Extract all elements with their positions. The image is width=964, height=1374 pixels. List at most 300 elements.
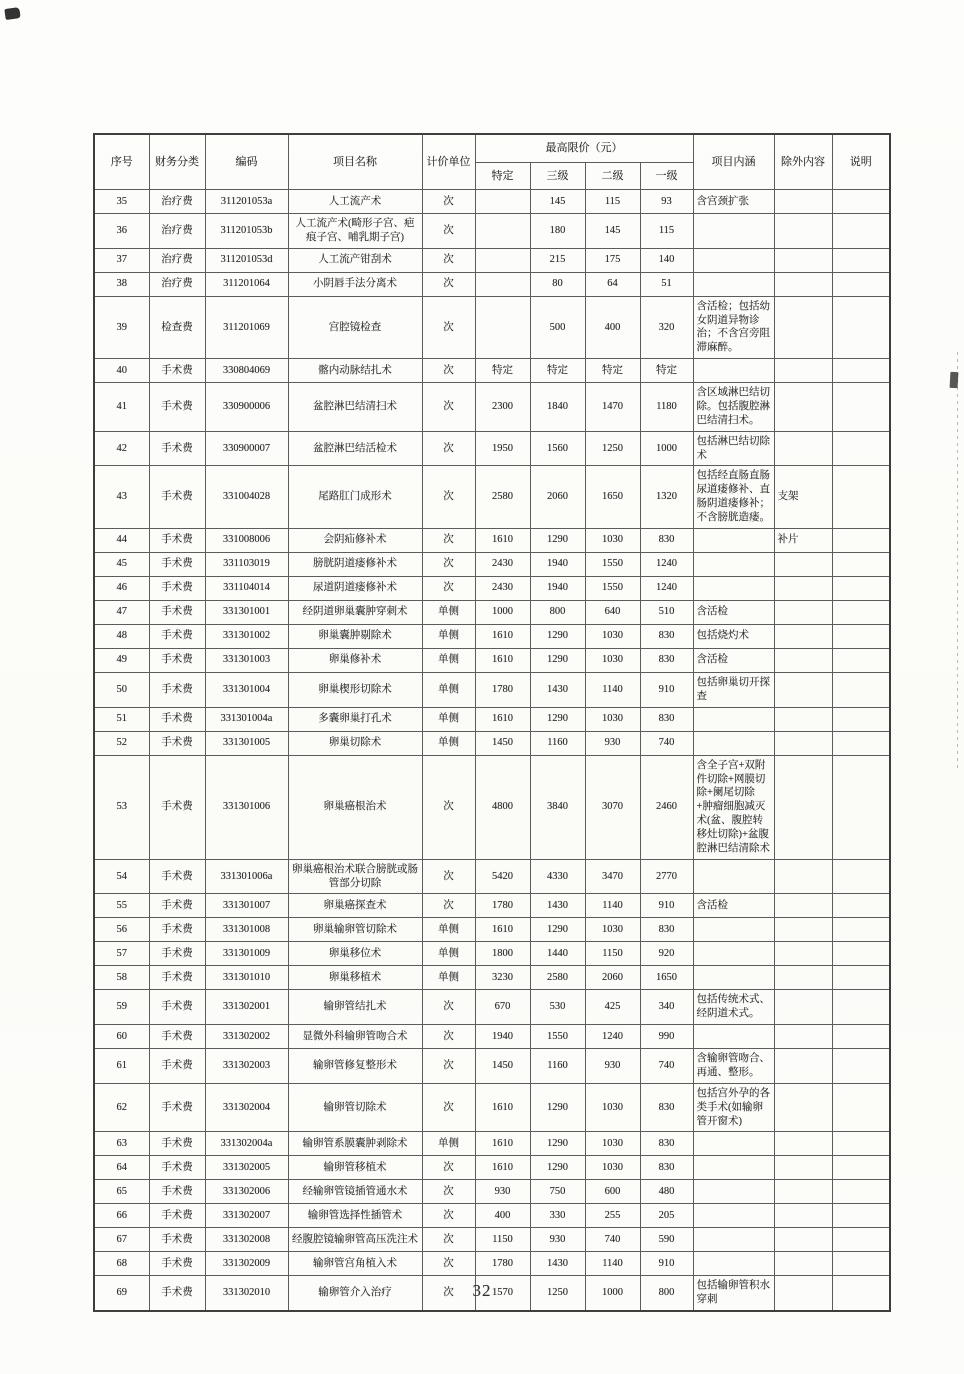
cell-price-special [475,214,530,249]
cell-note [832,1132,890,1156]
cell-code: 331301007 [205,894,288,918]
cell-price-level2: 1250 [585,431,640,466]
cell-exclusion [774,552,832,576]
cell-unit: 次 [422,1252,475,1276]
cell-price-level1: 590 [640,1228,693,1252]
table-row [94,731,890,755]
scan-edge-blot-artifact [950,372,959,388]
cell-note [832,359,890,383]
cell-exclusion [774,431,832,466]
cell-code: 331301003 [205,648,288,672]
cell-unit: 次 [422,359,475,383]
cell-code: 331301008 [205,918,288,942]
cell-seq: 69 [94,1276,149,1311]
cell-price-level1: 205 [640,1204,693,1228]
cell-note [832,859,890,894]
cell-content: 包括传统术式、经阴道术式。 [693,990,774,1025]
cell-seq: 47 [94,600,149,624]
price-table-wrap [93,133,889,1312]
cell-unit: 次 [422,894,475,918]
cell-price-level1: 140 [640,248,693,272]
cell-unit: 次 [422,248,475,272]
cell-price-level3: 1290 [530,624,585,648]
cell-content [693,272,774,296]
cell-price-level3: 1290 [530,1083,585,1132]
cell-exclusion [774,359,832,383]
cell-note [832,672,890,707]
cell-note [832,1180,890,1204]
cell-price-level3: 1560 [530,431,585,466]
cell-price-level1: 910 [640,672,693,707]
cell-name: 显微外科输卵管吻合术 [288,1025,422,1049]
cell-unit: 次 [422,466,475,528]
cell-code: 331301001 [205,600,288,624]
cell-price-level1: 830 [640,528,693,552]
cell-price-level1: 2460 [640,755,693,859]
cell-category: 手术费 [149,648,205,672]
cell-price-level3: 750 [530,1180,585,1204]
cell-note [832,272,890,296]
cell-exclusion [774,383,832,432]
cell-exclusion [774,1180,832,1204]
cell-price-level2: 425 [585,990,640,1025]
cell-exclusion [774,1049,832,1084]
cell-price-level2: 740 [585,1228,640,1252]
cell-price-special: 1610 [475,1156,530,1180]
cell-price-level3: 2580 [530,966,585,990]
cell-seq: 56 [94,918,149,942]
cell-unit: 次 [422,1204,475,1228]
cell-content [693,214,774,249]
cell-price-level2: 400 [585,296,640,358]
cell-unit: 单侧 [422,707,475,731]
cell-price-level2: 3470 [585,859,640,894]
cell-exclusion [774,1132,832,1156]
cell-unit: 次 [422,1083,475,1132]
cell-price-level3: 2060 [530,466,585,528]
cell-category: 手术费 [149,359,205,383]
table-row [94,431,890,466]
cell-price-special: 2430 [475,576,530,600]
cell-unit: 单侧 [422,918,475,942]
cell-exclusion [774,1025,832,1049]
cell-name: 卵巢癌根治术联合膀胱或肠管部分切除 [288,859,422,894]
cell-exclusion [774,990,832,1025]
cell-category: 手术费 [149,966,205,990]
cell-note [832,600,890,624]
table-row [94,359,890,383]
cell-exclusion [774,1228,832,1252]
cell-content [693,1132,774,1156]
cell-price-special: 670 [475,990,530,1025]
cell-unit: 次 [422,431,475,466]
cell-price-level2: 64 [585,272,640,296]
cell-code: 331104014 [205,576,288,600]
cell-note [832,942,890,966]
cell-price-special: 1940 [475,1025,530,1049]
cell-content [693,1204,774,1228]
cell-price-level2: 1150 [585,942,640,966]
cell-code: 331302008 [205,1228,288,1252]
cell-price-level3: 4330 [530,859,585,894]
cell-note [832,431,890,466]
table-row [94,528,890,552]
cell-price-level3: 530 [530,990,585,1025]
cell-code: 331302005 [205,1156,288,1180]
cell-content: 含活检 [693,648,774,672]
cell-unit: 次 [422,296,475,358]
cell-note [832,214,890,249]
cell-content: 包括淋巴结切除术 [693,431,774,466]
cell-category: 手术费 [149,1252,205,1276]
cell-price-level2: 600 [585,1180,640,1204]
cell-price-level2: 115 [585,190,640,214]
page-number: 32 [472,1281,492,1300]
cell-price-level1: 910 [640,894,693,918]
cell-price-special: 3230 [475,966,530,990]
cell-code: 331301005 [205,731,288,755]
cell-price-level1: 740 [640,731,693,755]
cell-name: 人工流产钳刮术 [288,248,422,272]
cell-content [693,359,774,383]
cell-name: 经输卵管镜插管通水术 [288,1180,422,1204]
table-row [94,552,890,576]
cell-note [832,624,890,648]
cell-price-special: 5420 [475,859,530,894]
cell-content: 含活检；包括幼女阴道异物诊治；不含宫旁阻滞麻醉。 [693,296,774,358]
cell-exclusion [774,272,832,296]
cell-price-special: 1450 [475,731,530,755]
cell-unit: 次 [422,1025,475,1049]
cell-price-level1: 830 [640,1132,693,1156]
cell-category: 手术费 [149,466,205,528]
cell-exclusion [774,894,832,918]
cell-content [693,576,774,600]
cell-price-level2: 1030 [585,1132,640,1156]
cell-price-special: 1450 [475,1049,530,1084]
header-content: 项目内涵 [693,134,774,190]
cell-price-level2: 930 [585,1049,640,1084]
cell-code: 311201064 [205,272,288,296]
table-row [94,648,890,672]
cell-price-level1: 1240 [640,552,693,576]
cell-category: 手术费 [149,1025,205,1049]
table-row [94,894,890,918]
cell-unit: 次 [422,859,475,894]
cell-note [832,966,890,990]
cell-price-level3: 215 [530,248,585,272]
cell-price-special: 4800 [475,755,530,859]
cell-code: 331103019 [205,552,288,576]
cell-price-level1: 2770 [640,859,693,894]
cell-name: 卵巢移位术 [288,942,422,966]
header-seq: 序号 [94,134,149,190]
cell-price-level1: 1180 [640,383,693,432]
cell-category: 手术费 [149,894,205,918]
cell-price-level2: 930 [585,731,640,755]
cell-unit: 次 [422,1156,475,1180]
cell-category: 手术费 [149,1156,205,1180]
cell-content [693,1180,774,1204]
cell-name: 输卵管宫角植入术 [288,1252,422,1276]
cell-price-special: 1800 [475,942,530,966]
cell-price-level2: 175 [585,248,640,272]
header-category: 财务分类 [149,134,205,190]
cell-price-level2: 1650 [585,466,640,528]
cell-name: 人工流产术(畸形子宫、疤痕子宫、哺乳期子宫) [288,214,422,249]
cell-name: 输卵管选择性插管术 [288,1204,422,1228]
cell-unit: 次 [422,755,475,859]
cell-price-level1: 830 [640,707,693,731]
table-row [94,1083,890,1132]
cell-price-special: 1780 [475,1252,530,1276]
cell-code: 331302010 [205,1276,288,1311]
cell-price-level1: 115 [640,214,693,249]
cell-category: 检查费 [149,296,205,358]
cell-category: 手术费 [149,624,205,648]
cell-price-level2: 3070 [585,755,640,859]
table-body [94,190,890,1312]
cell-unit: 次 [422,383,475,432]
cell-price-special: 1610 [475,1083,530,1132]
cell-unit: 单侧 [422,672,475,707]
table-row [94,214,890,249]
cell-name: 经腹腔镜输卵管高压洗注术 [288,1228,422,1252]
cell-code: 331301002 [205,624,288,648]
cell-price-level3: 180 [530,214,585,249]
cell-category: 手术费 [149,1276,205,1311]
cell-note [832,383,890,432]
cell-name: 卵巢囊肿剔除术 [288,624,422,648]
cell-category: 手术费 [149,990,205,1025]
cell-exclusion [774,600,832,624]
cell-note [832,1228,890,1252]
cell-name: 卵巢移植术 [288,966,422,990]
cell-price-level3: 1160 [530,1049,585,1084]
cell-category: 治疗费 [149,190,205,214]
cell-content: 含活检 [693,894,774,918]
header-exclusion: 除外内容 [774,134,832,190]
cell-seq: 35 [94,190,149,214]
cell-price-special: 1000 [475,600,530,624]
cell-category: 手术费 [149,383,205,432]
cell-category: 手术费 [149,1049,205,1084]
cell-content: 包括烧灼术 [693,624,774,648]
cell-content: 包括经直肠直肠尿道瘘修补、直肠阴道瘘修补；不含膀胱造瘘。 [693,466,774,528]
cell-exclusion [774,918,832,942]
cell-exclusion [774,672,832,707]
cell-seq: 61 [94,1049,149,1084]
table-row [94,624,890,648]
cell-name: 髂内动脉结扎术 [288,359,422,383]
cell-price-level1: 510 [640,600,693,624]
cell-exclusion [774,1252,832,1276]
cell-seq: 64 [94,1156,149,1180]
table-row [94,966,890,990]
cell-price-level3: 1550 [530,1025,585,1049]
cell-price-level2: 1030 [585,918,640,942]
cell-code: 331302007 [205,1204,288,1228]
cell-exclusion [774,190,832,214]
cell-price-level3: 1840 [530,383,585,432]
cell-code: 331301010 [205,966,288,990]
cell-seq: 58 [94,966,149,990]
cell-seq: 50 [94,672,149,707]
cell-price-special: 1570 [475,1276,530,1311]
cell-price-level1: 1000 [640,431,693,466]
cell-price-level3: 特定 [530,359,585,383]
cell-seq: 48 [94,624,149,648]
cell-seq: 38 [94,272,149,296]
cell-name: 人工流产术 [288,190,422,214]
cell-note [832,1204,890,1228]
cell-code: 331301006a [205,859,288,894]
cell-unit: 次 [422,1276,475,1311]
table-row [94,296,890,358]
cell-price-level2: 1140 [585,672,640,707]
cell-seq: 57 [94,942,149,966]
cell-note [832,648,890,672]
cell-name: 输卵管系膜囊肿剥除术 [288,1132,422,1156]
cell-note [832,1156,890,1180]
cell-seq: 66 [94,1204,149,1228]
header-tier-level3: 三级 [530,162,585,190]
table-row [94,1204,890,1228]
cell-content [693,731,774,755]
cell-note [832,1252,890,1276]
cell-name: 输卵管移植术 [288,1156,422,1180]
cell-price-level1: 1650 [640,966,693,990]
table-row [94,918,890,942]
cell-seq: 44 [94,528,149,552]
cell-price-level2: 特定 [585,359,640,383]
cell-note [832,248,890,272]
cell-content: 含活检 [693,600,774,624]
cell-content [693,248,774,272]
cell-code: 331301004a [205,707,288,731]
cell-price-level1: 910 [640,1252,693,1276]
cell-category: 手术费 [149,755,205,859]
cell-unit: 单侧 [422,966,475,990]
cell-seq: 43 [94,466,149,528]
cell-content [693,859,774,894]
cell-price-level2: 255 [585,1204,640,1228]
cell-content: 含区域淋巴结切除。包括腹腔淋巴结清扫术。 [693,383,774,432]
header-code: 编码 [205,134,288,190]
cell-exclusion [774,859,832,894]
cell-price-level1: 340 [640,990,693,1025]
cell-name: 卵巢修补术 [288,648,422,672]
cell-exclusion [774,755,832,859]
cell-exclusion [774,707,832,731]
table-row [94,1049,890,1084]
cell-code: 331302001 [205,990,288,1025]
cell-content [693,942,774,966]
cell-code: 331301006 [205,755,288,859]
cell-seq: 42 [94,431,149,466]
cell-price-special: 1780 [475,894,530,918]
table-row [94,190,890,214]
cell-code: 331302009 [205,1252,288,1276]
cell-price-level2: 1470 [585,383,640,432]
cell-price-level3: 1290 [530,918,585,942]
cell-category: 手术费 [149,1228,205,1252]
cell-price-special [475,248,530,272]
table-row [94,466,890,528]
cell-unit: 次 [422,576,475,600]
table-row [94,1156,890,1180]
cell-unit: 单侧 [422,624,475,648]
cell-price-special [475,296,530,358]
cell-price-special: 1780 [475,672,530,707]
cell-content [693,1025,774,1049]
cell-price-level1: 93 [640,190,693,214]
cell-name: 宫腔镜检查 [288,296,422,358]
cell-price-special: 930 [475,1180,530,1204]
header-note: 说明 [832,134,890,190]
cell-exclusion [774,296,832,358]
cell-category: 治疗费 [149,248,205,272]
cell-price-level3: 1430 [530,1252,585,1276]
cell-price-level3: 1290 [530,1156,585,1180]
cell-price-level3: 1940 [530,552,585,576]
cell-unit: 单侧 [422,600,475,624]
cell-content: 含宫颈扩张 [693,190,774,214]
cell-price-level3: 1290 [530,648,585,672]
cell-name: 输卵管结扎术 [288,990,422,1025]
table-row [94,1025,890,1049]
cell-price-special: 1610 [475,648,530,672]
table-row [94,1180,890,1204]
cell-price-level2: 1000 [585,1276,640,1311]
cell-code: 311201053a [205,190,288,214]
cell-code: 331302003 [205,1049,288,1084]
cell-exclusion [774,1156,832,1180]
cell-price-level3: 500 [530,296,585,358]
cell-code: 311201053b [205,214,288,249]
cell-exclusion [774,966,832,990]
cell-exclusion [774,942,832,966]
table-row [94,600,890,624]
cell-name: 膀胱阴道瘘修补术 [288,552,422,576]
cell-unit: 次 [422,552,475,576]
cell-name: 输卵管介入治疗 [288,1276,422,1311]
cell-price-special: 1950 [475,431,530,466]
cell-price-level2: 1030 [585,528,640,552]
cell-note [832,1025,890,1049]
cell-content [693,528,774,552]
cell-name: 会阴疝修补术 [288,528,422,552]
cell-seq: 62 [94,1083,149,1132]
cell-price-special: 1150 [475,1228,530,1252]
cell-content [693,1156,774,1180]
cell-unit: 单侧 [422,648,475,672]
cell-unit: 次 [422,990,475,1025]
cell-exclusion: 补片 [774,528,832,552]
medical-price-table [93,133,891,1312]
table-row [94,1228,890,1252]
cell-seq: 67 [94,1228,149,1252]
cell-price-special [475,190,530,214]
cell-seq: 51 [94,707,149,731]
cell-price-special [475,272,530,296]
table-row [94,990,890,1025]
cell-unit: 单侧 [422,942,475,966]
cell-price-level1: 830 [640,1156,693,1180]
cell-note [832,466,890,528]
cell-seq: 63 [94,1132,149,1156]
cell-name: 多囊卵巢打孔术 [288,707,422,731]
